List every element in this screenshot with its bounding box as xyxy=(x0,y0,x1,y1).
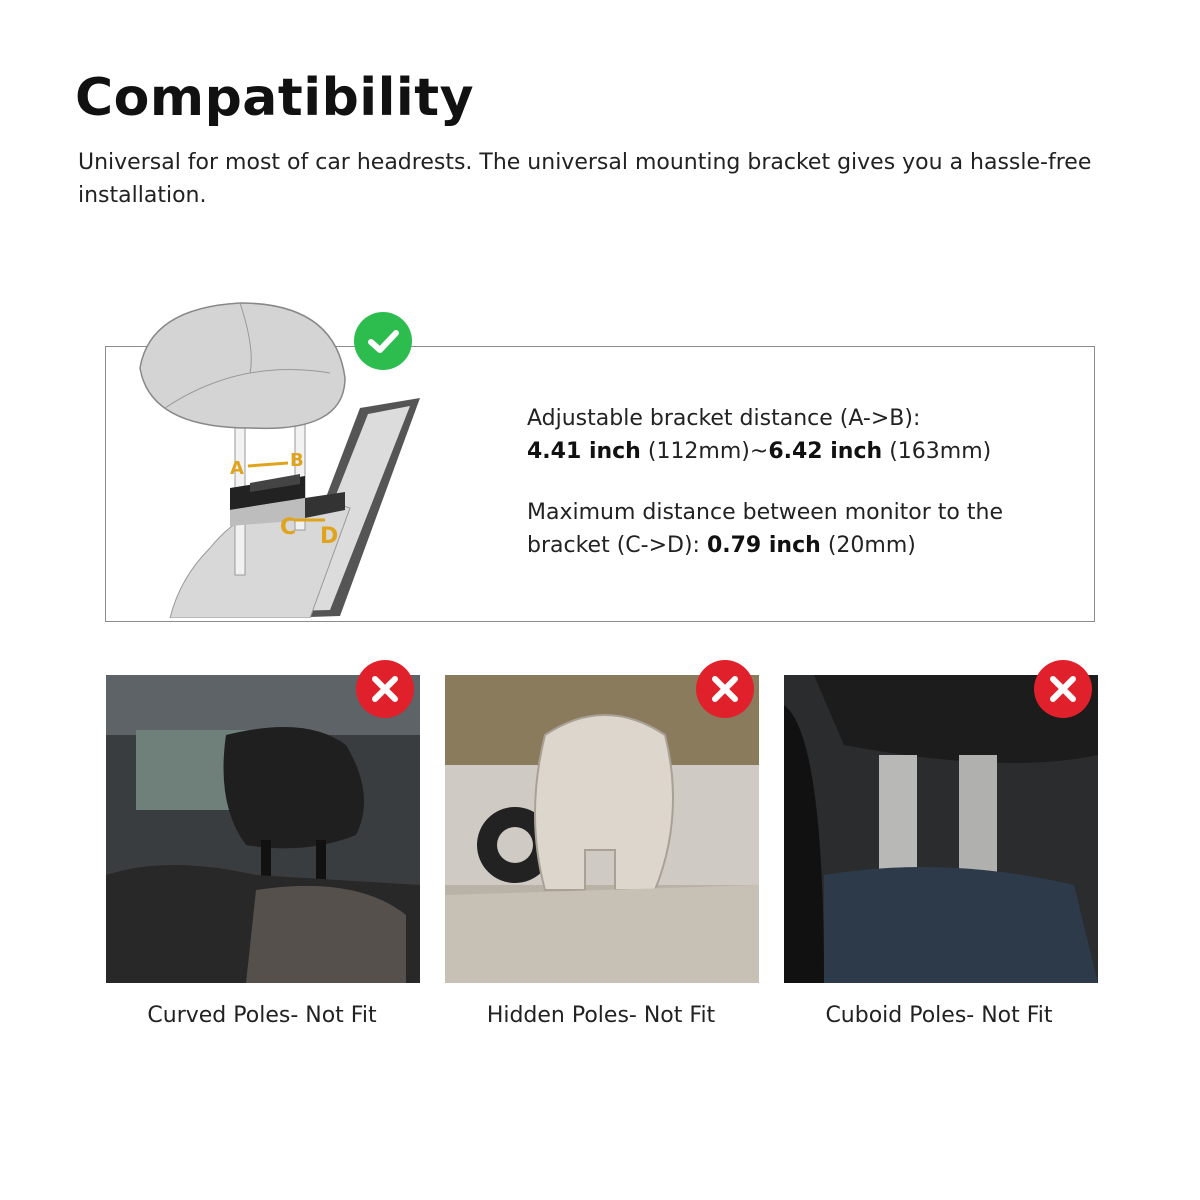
spec-monitor-label-line2: bracket (C->D): xyxy=(527,533,700,558)
caption-cuboid-poles: Cuboid Poles- Not Fit xyxy=(825,1003,1053,1028)
photo-cuboid-poles xyxy=(784,675,1098,983)
cross-icon xyxy=(356,660,414,718)
cross-badge-2 xyxy=(696,660,754,718)
photo-hidden-poles xyxy=(445,675,759,983)
spec-monitor-label-line1: Maximum distance between monitor to the xyxy=(527,500,1003,525)
spec-max-metric: (163mm) xyxy=(889,439,992,464)
label-a: A xyxy=(230,458,244,479)
spec-bracket-distance xyxy=(527,402,991,468)
cross-icon xyxy=(1034,660,1092,718)
cross-icon xyxy=(696,660,754,718)
label-d: D xyxy=(320,524,339,549)
cross-badge-1 xyxy=(356,660,414,718)
photo-curved-poles xyxy=(106,675,420,983)
spec-bracket-values xyxy=(527,435,991,468)
spec-separator: ~ xyxy=(749,439,769,464)
spec-min-value: 4.41 inch xyxy=(527,439,641,464)
spec-monitor-metric: (20mm) xyxy=(827,533,916,558)
label-c: C xyxy=(280,515,297,540)
spec-bracket-label: Adjustable bracket distance (A->B): xyxy=(527,406,921,431)
cross-badge-3 xyxy=(1034,660,1092,718)
check-icon xyxy=(354,312,412,370)
label-b: B xyxy=(290,450,304,471)
caption-hidden-poles: Hidden Poles- Not Fit xyxy=(486,1003,716,1028)
page-subtitle: Universal for most of car headrests. The universal mounting bracket gives you a hassle-free installation. xyxy=(78,150,1092,208)
spec-monitor-line2 xyxy=(527,529,1003,562)
caption-curved-poles: Curved Poles- Not Fit xyxy=(147,1003,377,1028)
spec-min-metric: (112mm) xyxy=(647,439,750,464)
spec-max-value: 6.42 inch xyxy=(768,439,883,464)
spec-monitor-distance xyxy=(527,496,1003,562)
check-badge xyxy=(354,312,412,370)
spec-monitor-value: 0.79 inch xyxy=(706,533,821,558)
page-title: Compatibility xyxy=(75,68,475,128)
